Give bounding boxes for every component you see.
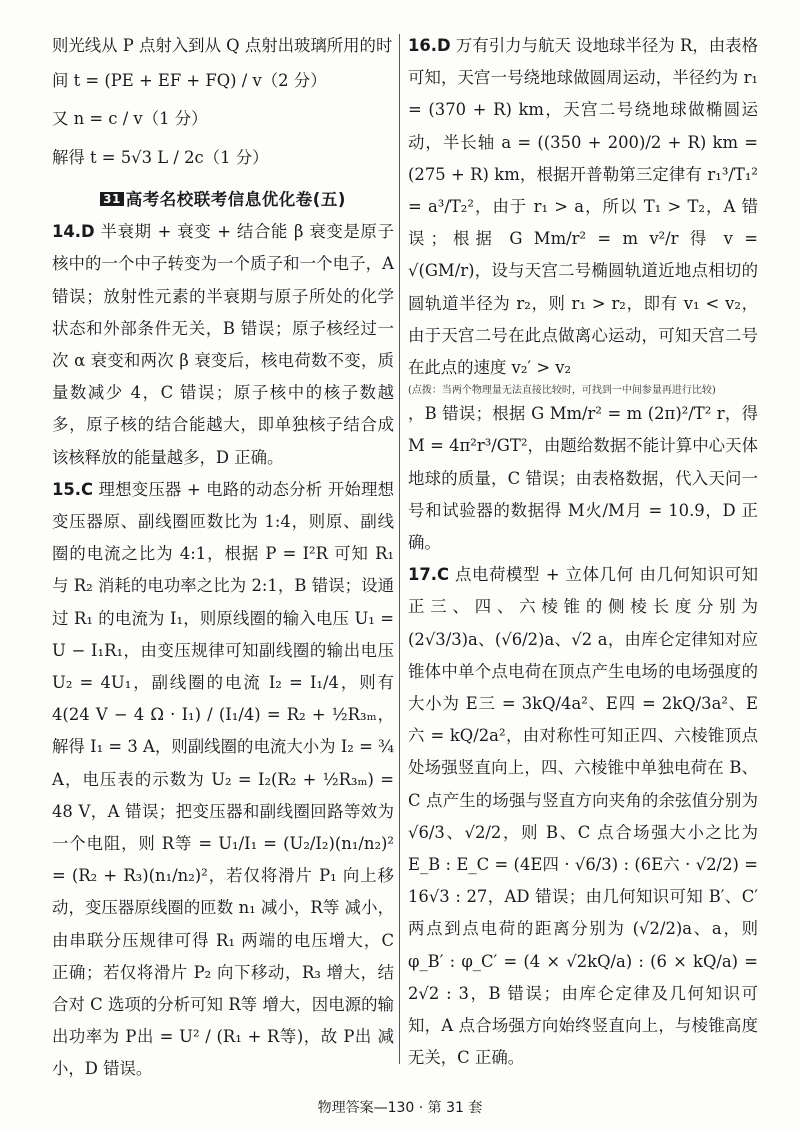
intro-line-3: 又 n = c / v（1 分） [52,109,208,129]
q16-text-a: 设地球半径为 R，由表格可知，天宫一号绕地球做圆周运动，半径约为 r₁ = (370 + R) km，天宫二号绕地球做椭圆运动，半长轴 a = ((350 + 200)/2 + R) km = (275 + R) km，根据开普勒第三定律有 r₁³/T₁² = a³/T₂²，由于 r₁ > a，所以 T₁ > T₂，A 错误；根据 G Mm/r² = m v²/r 得 v = √(GM/r)，设与天宫二号椭圆轨道近地点相切的圆轨道半径为 r₂，则 r₁ > r₂，即有 v₁ < v₂，由于天宫二号在此点做离心运动，可知天宫二号在此点的速度 v₂′ > v₂ [408,36,758,378]
left-column [52,30,394,1086]
q16-text-b: ，B 错误；根据 G Mm/r² = m (2π)²/T² r，得 M = 4π²r³/GT²，由题给数据不能计算中心天体地球的质量，C 错误；由表格数据，代入天问一号和试验器的数据得 M火/M月 = 10.9，D 正确。 [408,404,758,553]
section-title [52,186,394,210]
q16-number: 16.D [408,36,451,55]
q14-tags: 半衰期 + 衰变 + 结合能 [100,222,289,242]
q16-tags: 万有引力与航天 [455,36,571,55]
q14-paragraph [52,216,394,474]
q15-text: 开始理想变压器原、副线圈匝数比为 1:4，则原、副线圈的电流之比为 4:1，根据 P = I²R 可知 R₁ 与 R₂ 消耗的电功率之比为 2:1，B 错误；设通过 R₁ 的电流为 I₁，则原线圈的输入电压 U₁ = U − I₁R₁，由变压规律可知副线圈的输出电压 U₂ = 4U₁，副线圈的电流 I₂ = I₁/4，则有 4(24 V − 4 Ω · I₁) / (I₁/4) = R₂ + ½R₃ₘ，解得 I₁ = 3 A，则副线圈的电流大小为 I₂ = ¾ A，电压表的示数为 U₂ = I₂(R₂ + ½R₃ₘ) = 48 V，A 错误；把变压器和副线圈回路等效为一个电阻，则 R等 = U₁/I₁ = (U₂/I₂)(n₁/n₂)² = (R₂ + R₃)(n₁/n₂)²，若仅将滑片 P₁ 向上移动，变压器原线圈的匝数 n₁ 减小，R等 减小，由串联分压规律可得 R₁ 两端的电压增大，C 正确；若仅将滑片 P₂ 向下移动，R₃ 增大，结合对 C 选项的分析可知 R等 增大，因电源的输出功率为 P出 = U² / (R₁ + R等)，故 P出 减小，D 错误。 [52,479,395,1079]
q17-number: 17.C [408,565,450,585]
q16-paragraph [408,30,758,384]
q16-paragraph-b [408,398,758,559]
intro-line-4: 解得 t = 5√3 L / 2c（1 分） [52,148,269,168]
page-footer: 物理答案—130 · 第 31 套 [317,1100,483,1116]
q14-number: 14.D [52,222,95,242]
q17-text: 由几何知识可知正三、四、六棱锥的侧棱长度分别为 (2√3/3)a、(√6/2)a、√2 a，由库仑定律知对应锥体中单个点电荷在顶点产生电场的电场强度的大小为 E三 = 3kQ/4a²、E四 = 2kQ/3a²、E六 = kQ/2a²，由对称性可知正四、六棱锥顶点处场强竖直向上，四、六棱锥中单独电荷在 B、C 点产生的场强与竖直方向夹角的余弦值分别为 √6/3、√2/2，则 B、C 点合场强大小之比为 E_B : E_C = (4E四 · √6/3) : (6E六 · √2/2) = 16√3 : 27，AD 错误；由几何知识可知 B′、C′ 两点到点电荷的距离分别为 (√2/2)a、a，则 φ_B′ : φ_C′ = (4 × √2kQ/a) : (6 × kQ/a) = 2√2 : 3，B 错误；由库仑定律及几何知识可知，A 点合场强方向始终竖直向上，与棱锥高度无关，C 正确。 [408,565,759,1068]
q15-paragraph [52,474,394,1086]
q17-paragraph [408,559,758,1074]
q15-tags: 理想变压器 + 电路的动态分析 [98,479,323,499]
right-column [408,30,758,1075]
q14-text: β 衰变是原子核中的一个中子转变为一个质子和一个电子，A 错误；放射性元素的半衰期与原子所处的化学状态和外部条件无关，B 错误；原子核经过一次 α 衰变和两次 β 衰变后，核电荷数不变，质量数减少 4，C 错误；原子核中的核子数越多，原子核的结合能越大，即单独核子结合成该核释放的能量越多，D 正确。 [52,222,394,467]
section-title-text: 高考名校联考信息优化卷(五) [125,190,346,210]
intro-line-2: 间 t = (PE + EF + FQ) / v（2 分） [52,71,327,91]
q17-tags: 点电荷模型 + 立体几何 [454,565,634,585]
section-badge: 31 [100,192,124,206]
q16-note: (点拨：当两个物理量无法直接比较时，可找到一中间参量再进行比较) [408,385,716,397]
intro-line-1: 则光线从 P 点射入到从 Q 点射出玻璃所用的时 [52,36,393,55]
q15-number: 15.C [52,479,94,499]
column-divider [399,34,400,1064]
